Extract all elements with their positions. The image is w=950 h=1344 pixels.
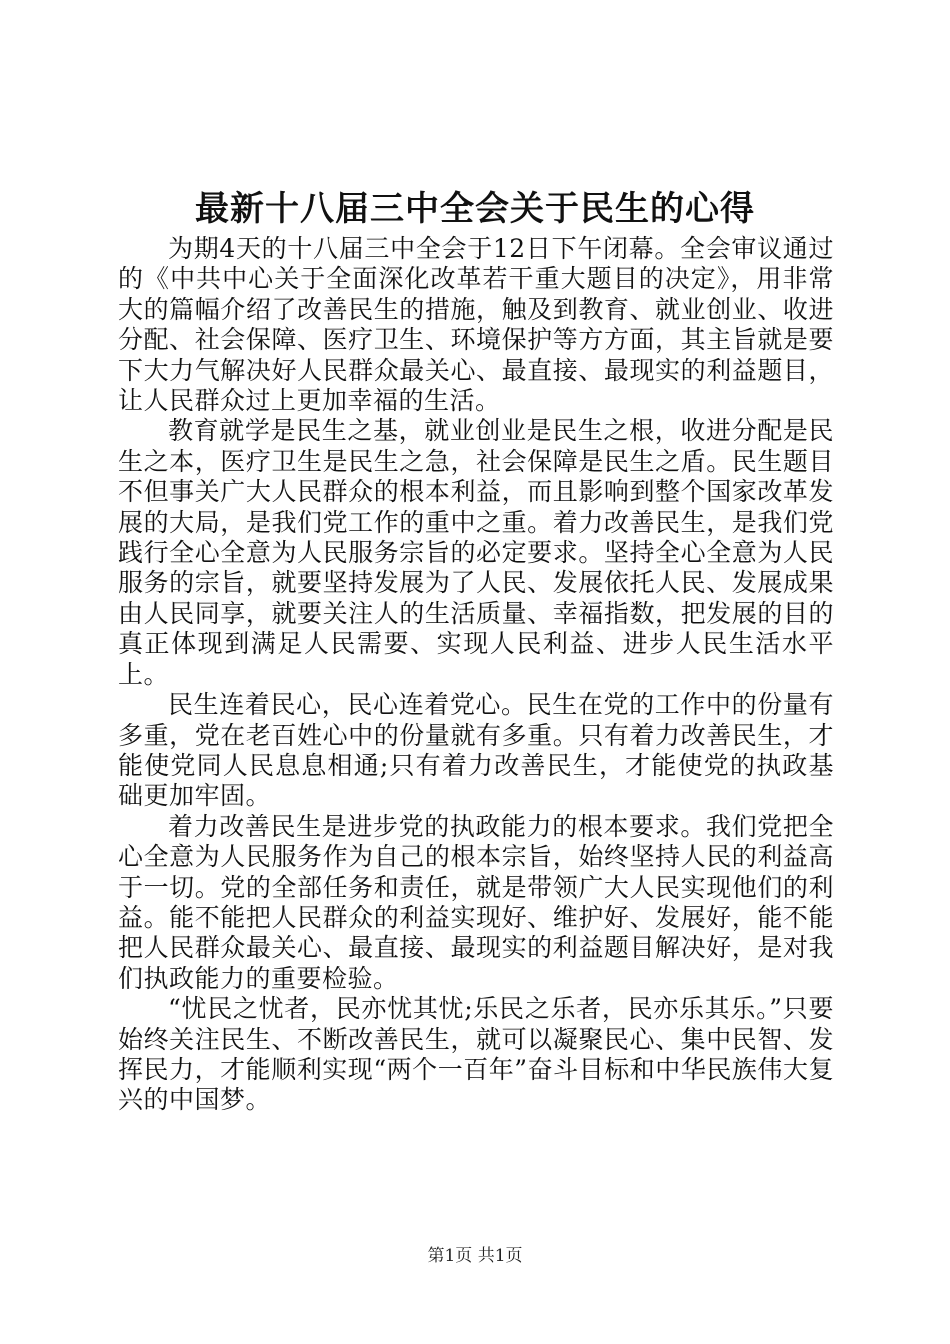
paragraph-5: “忧民之忧者，民亦忧其忧;乐民之乐者，民亦乐其乐。”只要始终关注民生、不断改善民生，就可以凝聚民心、集中民智、发挥民力，才能顺利实现“两个一百年”奋斗目标和中华民族伟大复兴的中国梦。 [118, 994, 834, 1115]
paragraph-2: 教育就学是民生之基，就业创业是民生之根，收进分配是民生之本，医疗卫生是民生之急，社会保障是民生之盾。民生题目不但事关广大人民群众的根本利益，而且影响到整个国家改革发展的大局，是我们党工作的重中之重。着力改善民生，是我们党践行全心全意为人民服务宗旨的必定要求。坚持全心全意为人民服务的宗旨，就要坚持发展为了人民、发展依托人民、发展成果由人民同享，就要关注人的生活质量、幸福指数，把发展的目的真正体现到满足人民需要、实现人民利益、进步人民生活水平上。 [118, 416, 834, 689]
document-title: 最新十八届三中全会关于民生的心得 [195, 189, 755, 229]
paragraph-4: 着力改善民生是进步党的执政能力的根本要求。我们党把全心全意为人民服务作为自己的根本宗旨，始终坚持人民的利益高于一切。党的全部任务和责任，就是带领广大人民实现他们的利益。能不能把人民群众的利益实现好、维护好、发展好，能不能把人民群众最关心、最直接、最现实的利益题目解决好，是对我们执政能力的重要检验。 [118, 811, 834, 993]
page-footer: 第1页 共1页 [427, 1246, 523, 1266]
document-body [118, 234, 834, 1116]
paragraph-3: 民生连着民心，民心连着党心。民生在党的工作中的份量有多重，党在老百姓心中的份量就有多重。只有着力改善民生，才能使党同人民息息相通;只有着力改善民生，才能使党的执政基础更加牢固。 [118, 690, 834, 811]
paragraph-1: 为期4天的十八届三中全会于12日下午闭幕。全会审议通过的《中共中心关于全面深化改革若干重大题目的决定》，用非常大的篇幅介绍了改善民生的措施，触及到教育、就业创业、收进分配、社会保障、医疗卫生、环境保护等方方面，其主旨就是要下大力气解决好人民群众最关心、最直接、最现实的利益题目，让人民群众过上更加幸福的生活。 [118, 234, 834, 416]
